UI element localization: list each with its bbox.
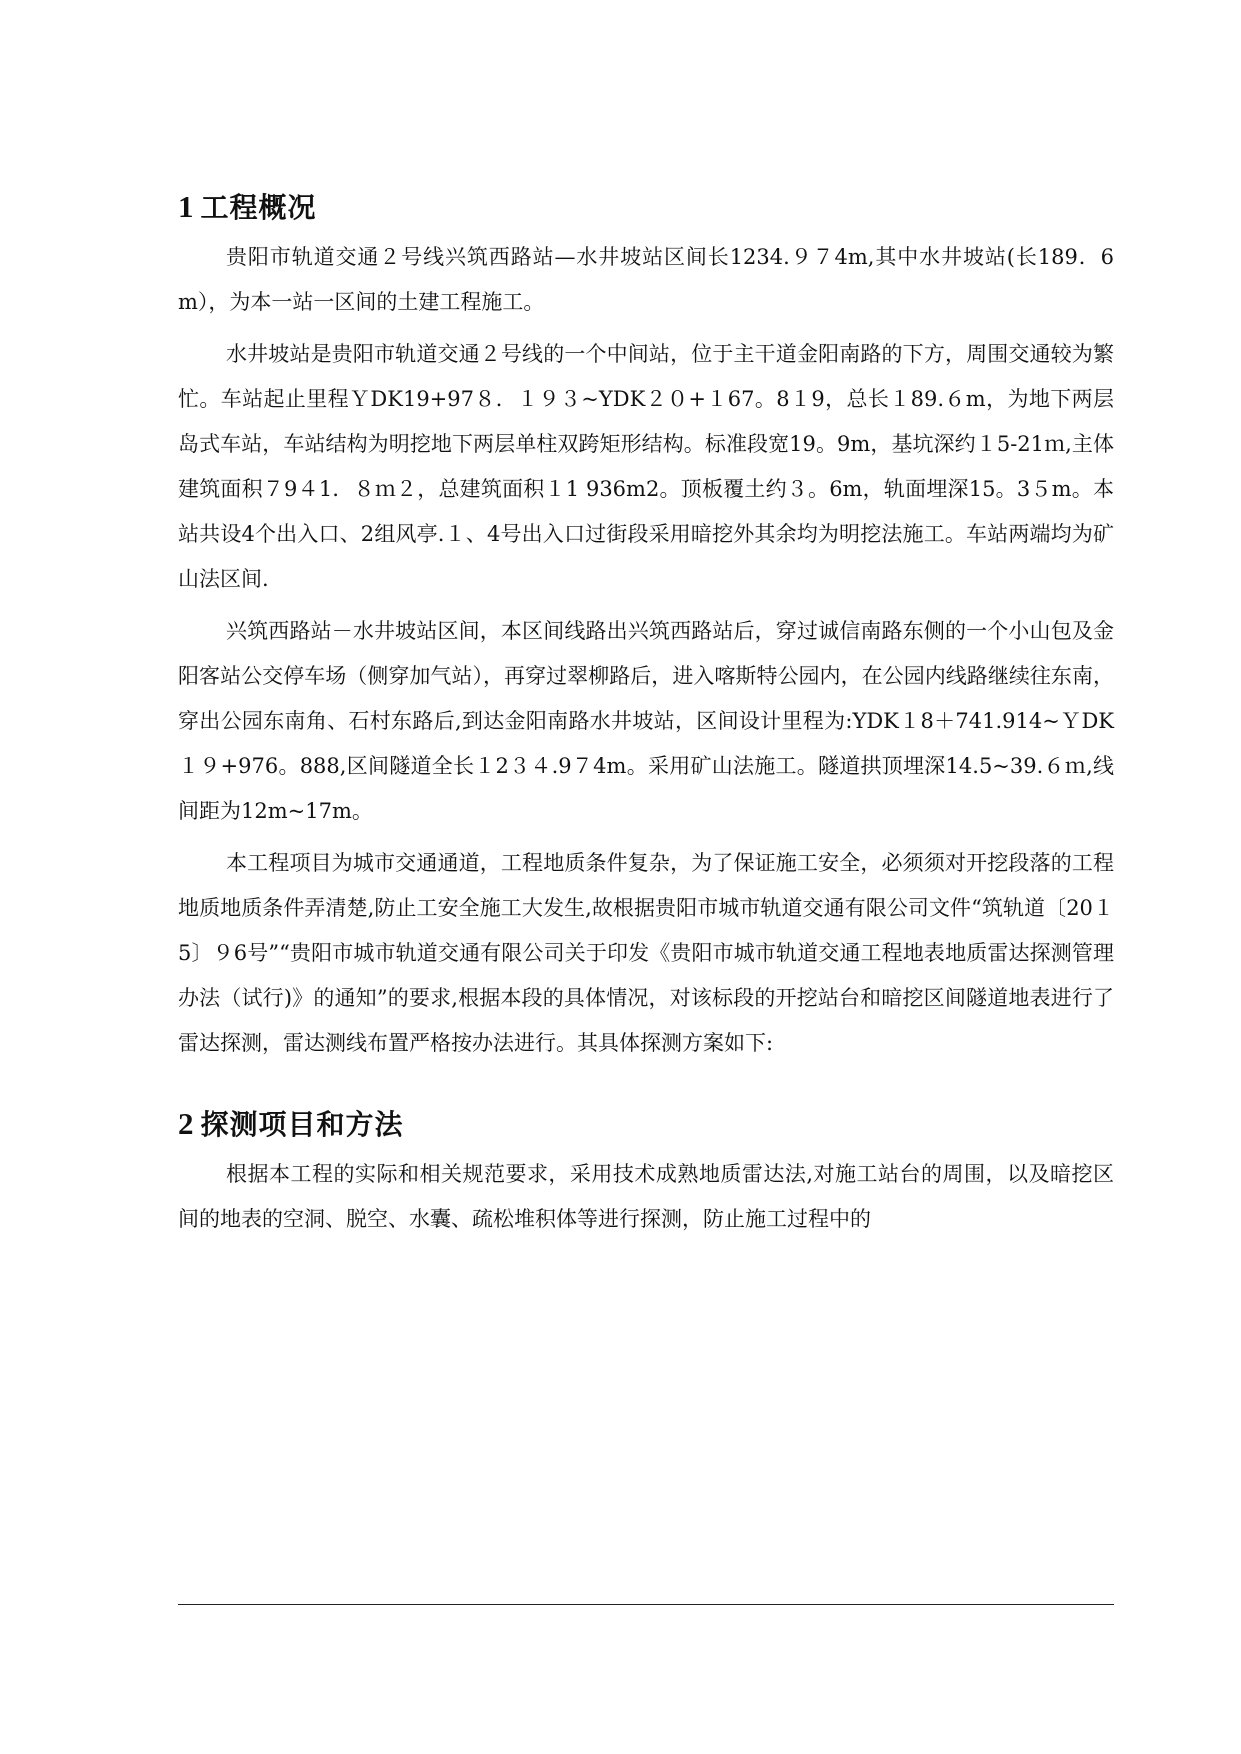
section-heading: [178, 1102, 1114, 1146]
footer-divider: [178, 1604, 1114, 1605]
paragraph: 本工程项目为城市交通通道，工程地质条件复杂，为了保证施工安全，必须须对开挖段落的工程地质地质条件弄清楚,防止工安全施工大发生,故根据贵阳市城市轨道交通有限公司文件“筑轨道〔20１5〕９6号”“贵阳市城市轨道交通有限公司关于印发《贵阳市城市轨道交通工程地表地质雷达探测管理办法（试行)》的通知”的要求,根据本段的具体情况，对该标段的开挖站台和暗挖区间隧道地表进行了雷达探测，雷达测线布置严格按办法进行。其具体探测方案如下:: [178, 851, 1114, 1055]
document-body: [178, 185, 1114, 1242]
section-number: 1: [178, 189, 195, 224]
section-number: 2: [178, 1106, 195, 1141]
section-1: [178, 185, 1114, 1066]
paragraph: 根据本工程的实际和相关规范要求，采用技术成熟地质雷达法,对施工站台的周围，以及暗挖区间的地表的空洞、脱空、水囊、疏松堆积体等进行探测，防止施工过程中的: [178, 1162, 1114, 1231]
paragraph: 水井坡站是贵阳市轨道交通２号线的一个中间站，位于主干道金阳南路的下方，周围交通较为繁忙。车站起止里程ＹDK19+97８．１９３~YDK２０+１67。8１9，总长１89.６m，为地下两层岛式车站，车站结构为明挖地下两层单柱双跨矩形结构。标准段宽19。9m，基坑深约１5-21ｍ,主体建筑面积７9４1．８ｍ２，总建筑面积１1 936m2。顶板覆土约３。6m，轨面埋深15。3５m。本站共设4个出入口、2组风亭.１、4号出入口过街段采用暗挖外其余均为明挖法施工。车站两端均为矿山法区间.: [178, 342, 1114, 591]
section-heading: [178, 185, 1114, 229]
paragraph: 兴筑西路站－水井坡站区间，本区间线路出兴筑西路站后，穿过诚信南路东侧的一个小山包及金阳客站公交停车场（侧穿加气站），再穿过翠柳路后，进入喀斯特公园内，在公园内线路继续往东南，穿出公园东南角、石村东路后,到达金阳南路水井坡站，区间设计里程为:YDK１8＋741.914~ＹDK１９+976。888,区间隧道全长１2３４.9７4m。采用矿山法施工。隧道拱顶埋深14.5~39.６ｍ,线间距为12m~17m。: [178, 619, 1114, 823]
section-title: 探测项目和方法: [200, 1108, 404, 1141]
paragraph: 贵阳市轨道交通２号线兴筑西路站—水井坡站区间长1234.９７4m,其中水井坡站(长189．6m），为本一站一区间的土建工程施工。: [178, 245, 1114, 314]
section-title: 工程概况: [200, 191, 317, 224]
section-2: [178, 1102, 1114, 1242]
